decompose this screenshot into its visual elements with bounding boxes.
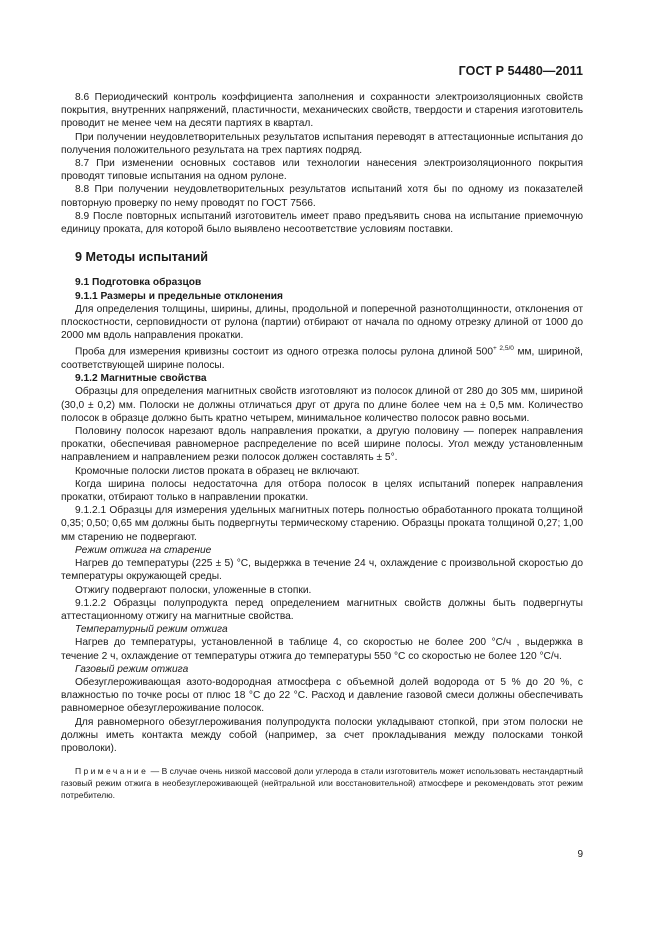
paragraph: Когда ширина полосы недостаточна для отбора полосок в целях испытаний поперек направления прокатки, отбирают только в направлении прокатки. xyxy=(61,478,583,504)
paragraph: Половину полосок нарезают вдоль направления прокатки, а другую половину — поперек направления прокатки, обеспечивая равномерное распределение по всей ширине полосы. Угол между установленным направлением и направлением резки полосок должен составлять ± 5°. xyxy=(61,426,583,464)
paragraph-curvature xyxy=(61,342,583,372)
paragraph-9-1-2-2: 9.1.2.2 Образцы полупродукта перед определением магнитных свойств должны быть подвергнуты аттестационному отжигу на магнитные свойства. xyxy=(61,597,583,622)
page-number: 9 xyxy=(577,849,583,860)
paragraph: Нагрев до температуры (225 ± 5) °С, выдержка в течение 24 ч, охлаждение с произвольной скоростью до температуры окружающей среды. xyxy=(61,558,583,583)
italic-heading-temperature-mode: Температурный режим отжига xyxy=(75,624,228,636)
paragraph: Обезуглероживающая азото-водородная атмосфера с объемной долей водорода от 5 % до 20 %, с влажностью по точке росы от плюс 18 °С до 22 °С. Расход и давление газовой смеси должны обеспечивать равномерное обезуглероживание полосок. xyxy=(61,676,583,715)
paragraph: Нагрев до температуры, установленной в таблице 4, со скоростью не более 200 °С/ч , выдержка в течение 2 ч, охлаждение от температуры отжига до температуры 550 °С со скоростью не более 120 °С/ч. xyxy=(61,637,583,662)
paragraph: При получении неудовлетворительных результатов испытания переводят в аттестационные испытания до получения положительного результата на трех партиях подряд. xyxy=(61,131,583,156)
document-body xyxy=(61,91,583,801)
paragraph-8-6: 8.6 Периодический контроль коэффициента заполнения и сохранности электроизоляционных свойств покрытия, внутренних напряжений, пластичности, механических свойств, твердости и старения изготовитель проводит не менее чем на десяти партиях в квартал. xyxy=(61,92,583,130)
paragraph: Для определения толщины, ширины, длины, продольной и поперечной разнотолщинности, отклонения от плоскостности, серповидности от рулона (партии) отбирают от начала по одному отрезку длиной от 1000 до 2000 мм вдоль направления прокатки. xyxy=(61,303,583,342)
note xyxy=(61,765,583,801)
paragraph: Кромочные полоски листов проката в образец не включают. xyxy=(75,465,360,477)
italic-heading-aging-annealing: Режим отжига на старение xyxy=(75,544,212,556)
italic-heading-gas-mode: Газовый режим отжига xyxy=(75,663,189,675)
text-run: мм, шириной, соответствующей ширине полосы. xyxy=(61,346,583,372)
paragraph: Отжигу подвергают полоски, уложенные в стопки. xyxy=(75,584,312,596)
paragraph-8-8: 8.8 При получении неудовлетворительных результатов испытаний хотя бы по одному из показателей повторную проверку по нему проводят по ГОСТ 7566. xyxy=(61,184,583,209)
paragraph-9-1-2-1: 9.1.2.1 Образцы для измерения удельных магнитных потерь полностью обработанного проката толщиной 0,35; 0,50; 0,65 мм должны быть подвергнуты термическому старению. Образцы проката толщиной 0,27; 1,00 мм старению не подвергают. xyxy=(61,505,583,543)
document-header: ГОСТ Р 54480—2011 xyxy=(458,64,583,78)
note-text: — В случае очень низкой массовой доли углерода в стали изготовитель может использовать нестандартный газовый режим отжига в необезуглероживающей (нейтральной или восстановительной) атмосфере и рекомендовать этот режим потребителю. xyxy=(61,766,583,801)
text-run: Проба для измерения кривизны состоит из одного отрезка полосы рулона длиной 500 xyxy=(75,346,494,358)
paragraph: Образцы для определения магнитных свойств изготовляют из полосок длиной от 280 до 305 мм, шириной (30,0 ± 0,2) мм. Полоски не должны отличаться друг от друга по длине более чем на ± 0,5 мм. Количество полосок в образце должно быть кратно четырем, минимальное количество полосок равно восьми. xyxy=(61,386,583,424)
paragraph-8-9: 8.9 После повторных испытаний изготовитель имеет право предъявить снова на испытание приемочную единицу проката, для которой было выявлено несоответствие условиям поставки. xyxy=(61,210,583,236)
subsection-9-1-1-title: 9.1.1 Размеры и предельные отклонения xyxy=(75,290,283,302)
paragraph: Для равномерного обезуглероживания полупродукта полоски укладывают стопкой, при этом полоски не должны иметь контакта между собой (например, за счет прокладывания между полосками тонкой проволоки). xyxy=(61,716,583,754)
note-label: Примечание xyxy=(75,766,149,777)
section-title: 9 Методы испытаний xyxy=(75,250,208,265)
subsection-9-1-title: 9.1 Подготовка образцов xyxy=(75,277,202,289)
paragraph-8-7: 8.7 При изменении основных составов или технологии нанесения электроизоляционного покрытия проводят типовые испытания на одном рулоне. xyxy=(61,158,583,183)
tolerance-superscript: + 2,5/0 xyxy=(493,345,514,353)
subsection-9-1-2-title: 9.1.2 Магнитные свойства xyxy=(75,373,207,385)
